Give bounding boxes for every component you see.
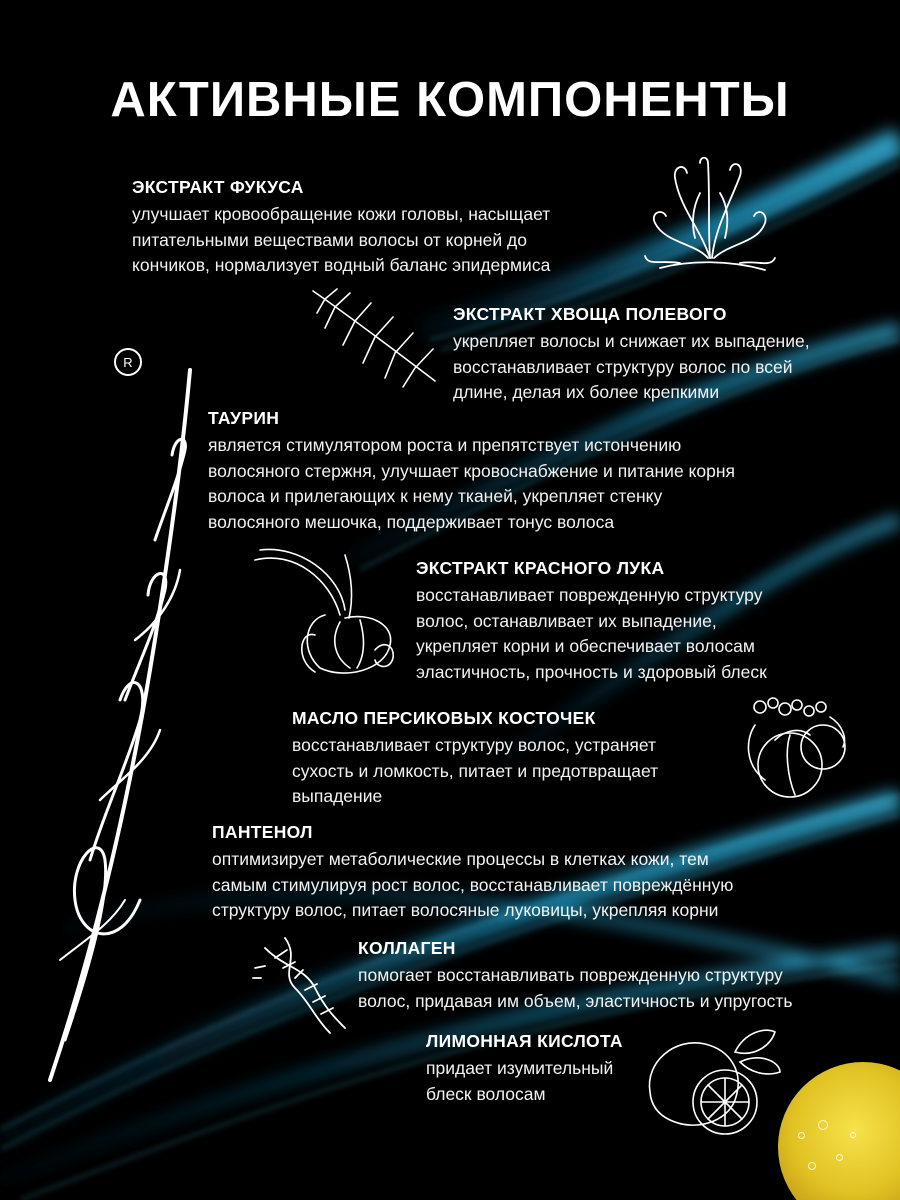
component-description: восстанавливает структуру волос, устраняет сухость и ломкость, питает и предотвращает выпадение: [292, 735, 659, 806]
component-horsetail: [453, 303, 893, 406]
dna-icon: [245, 928, 355, 1038]
component-title: ЭКСТРАКТ ХВОЩА ПОЛЕВОГО: [453, 304, 727, 324]
component-fucus: [132, 176, 632, 279]
oil-bubble: [850, 1132, 856, 1138]
component-collagen: [358, 937, 888, 1014]
oil-bubble: [818, 1120, 828, 1130]
component-title: ЭКСТРАКТ ФУКУСА: [132, 177, 304, 197]
component-peach-oil: [292, 707, 732, 810]
onion-icon: [245, 540, 405, 680]
horsetail-icon: [305, 283, 445, 393]
component-description: улучшает кровообращение кожи головы, насыщает питательными веществами волосы от корней до кончиков, нормализует водный баланс эпидермиса: [132, 204, 551, 275]
brand-logo: [30, 340, 200, 1100]
peach-icon: [735, 695, 855, 805]
component-description: укрепляет волосы и снижает их выпадение, восстанавливает структуру волос по всей длине, делая их более крепкими: [453, 331, 810, 402]
component-title: ПАНТЕНОЛ: [212, 822, 313, 842]
component-red-onion: [416, 557, 886, 685]
component-description: помогает восстанавливать поврежденную структуру волос, придавая им объем, эластичность и упругость: [358, 965, 793, 1011]
component-title: ЛИМОННАЯ КИСЛОТА: [426, 1031, 623, 1051]
component-description: оптимизирует метаболические процессы в клетках кожи, тем самым стимулируя рост волос, восстанавливает повреждённую структуру волос, питает волосяные луковицы, укрепляя корни: [212, 849, 734, 920]
oil-bubble: [808, 1162, 816, 1170]
component-title: МАСЛО ПЕРСИКОВЫХ КОСТОЧЕК: [292, 708, 596, 728]
seaweed-icon: [640, 148, 780, 278]
lemon-icon: [635, 1022, 785, 1142]
component-description: восстанавливает поврежденную структуру волос, останавливает их выпадение, укрепляет корни и обеспечивает волосам эластичность, прочность и здоровый блеск: [416, 585, 767, 682]
component-description: является стимулятором роста и препятствует истончению волосяного стержня, улучшает кровоснабжение и питание корня волоса и прилегающих к нему тканей, укрепляет стенку волосяного мешочка, поддерживает тонус волоса: [208, 435, 735, 532]
component-title: КОЛЛАГЕН: [358, 938, 456, 958]
component-taurine: [208, 407, 888, 535]
oil-bubble: [836, 1154, 843, 1161]
component-description: придает изумительный блеск волосам: [426, 1058, 614, 1104]
component-title: ТАУРИН: [208, 408, 280, 428]
trademark-symbol: R: [123, 355, 133, 370]
oil-bubble: [798, 1132, 805, 1139]
component-title: ЭКСТРАКТ КРАСНОГО ЛУКА: [416, 558, 665, 578]
page-title: АКТИВНЫЕ КОМПОНЕНТЫ: [110, 73, 790, 127]
component-panthenol: [212, 821, 892, 924]
